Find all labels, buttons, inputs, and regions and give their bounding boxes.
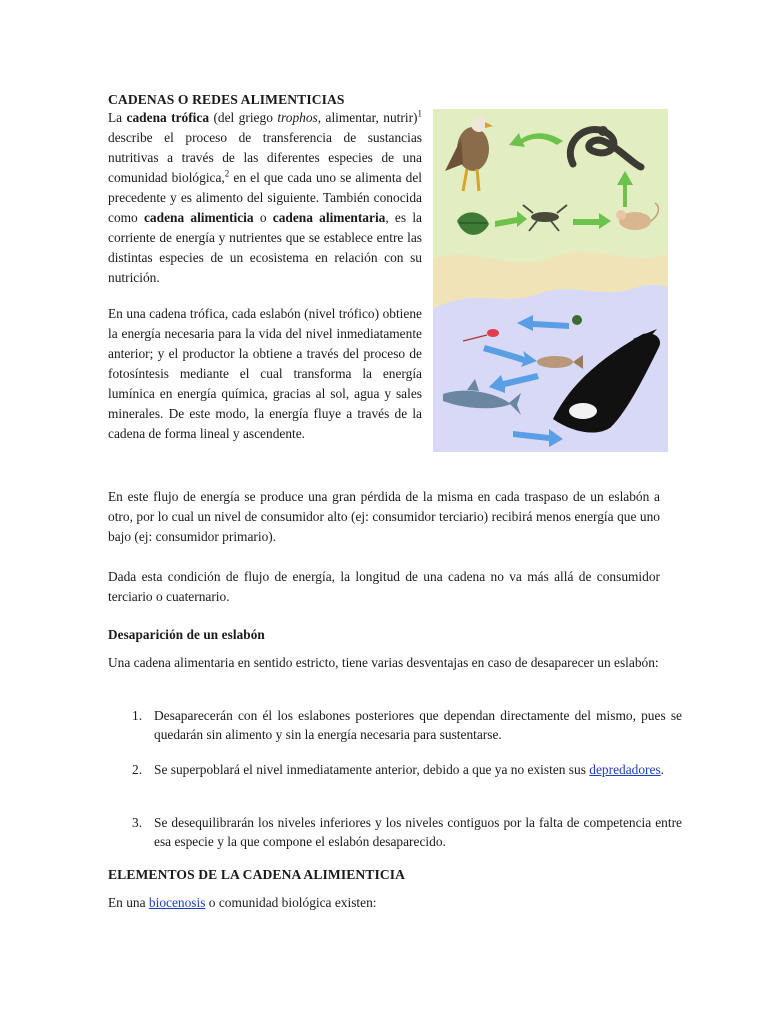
- paragraph-longitud-cadena: Dada esta condición de flujo de energía, la longitud de una cadena no va más allá de consumidor terciario o cuaternario.: [108, 569, 660, 604]
- footnote-ref-1: 1: [417, 108, 422, 119]
- food-chain-illustration: [433, 109, 668, 452]
- link-depredadores[interactable]: depredadores: [589, 762, 661, 777]
- paragraph-biocenosis: En una biocenosis o comunidad biológica existen:: [108, 895, 377, 910]
- section-title-desaparicion: Desaparición de un eslabón: [108, 627, 265, 642]
- link-biocenosis[interactable]: biocenosis: [148, 895, 206, 910]
- algae-icon: [572, 315, 582, 325]
- paragraph-eslabon: En una cadena trófica, cada eslabón (nivel trófico) obtiene la energía necesaria para la vida del nivel inmediatamente anterior; y el productor la obtiene a través del proceso de fotosíntesis mediante el cual transforma la energía lumínica en energía química, gracias al sol, agua y sales minerales. De este modo, la energía fluye a través de la cadena de forma lineal y ascendente.: [108, 306, 422, 441]
- food-chain-svg: [433, 109, 668, 452]
- paragraph-perdida-energia: En este flujo de energía se produce una gran pérdida de la misma en cada traspaso de un eslabón a otro, por lo cual un nivel de consumidor alto (ej: consumidor terciario) recibirá menos energía que uno bajo (ej: consumidor primario).: [108, 489, 660, 544]
- footnote-ref-2: 2: [224, 168, 230, 179]
- section-title-cadenas: CADENAS O REDES ALIMENTICIAS: [108, 92, 345, 107]
- list-item-3: 3. Se desequilibrarán los niveles inferiores y los niveles contiguos por la falta de competencia entre esa especie y la que compone el eslabón desaparecido.: [132, 815, 682, 849]
- list-item-1: 1. Desaparecerán con él los eslabones posteriores que dependan directamente del mismo, pues se quedarán sin alimento y sin la energía necesaria para sustentarse.: [132, 708, 682, 742]
- list-item-2: 2. Se superpoblará el nivel inmediatamente anterior, debido a que ya no existen sus depredadores.: [132, 762, 665, 777]
- paragraph-desventajas: Una cadena alimentaria en sentido estricto, tiene varias desventajas en caso de desaparecer un eslabón:: [108, 655, 659, 670]
- section-title-elementos: ELEMENTOS DE LA CADENA ALIMIENTICIA: [108, 867, 406, 882]
- paragraph-cadena-trofica: La cadena trófica (del griego trophos, alimentar, nutrir)$^1$ describe el proceso de transferencia de sustancias nutritivas a través de las diferentes especies de una comunidad biológica,$^2$ en el que cada uno se alimenta del precedente y es alimento del siguiente. También conocida como cadena alimenticia o cadena alimentaria, es la corriente de energía y nutrientes que se establece entre las distintas especies de un ecosistema en relación con su nutrición.: [108, 108, 422, 285]
